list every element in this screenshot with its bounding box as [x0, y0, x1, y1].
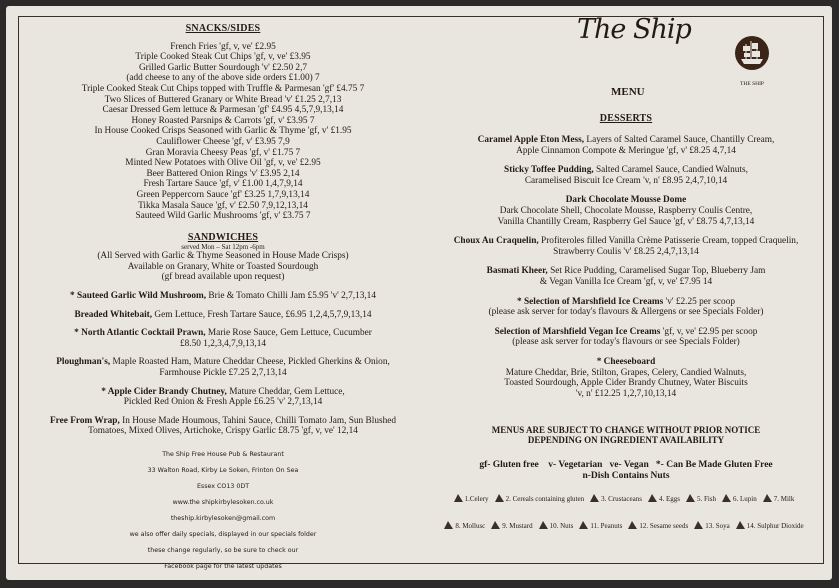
dietary-legend [429, 460, 823, 481]
restaurant-address: 33 Walton Road, Kirby Le Soken, Frinton On Sea [147, 467, 299, 474]
sandwich-description-cont: Farmhouse Pickle £7.25 2,7,13,14 [159, 368, 287, 379]
allergen-label: 11. Peanuts [590, 522, 623, 531]
snack-item: Two Slices of Buttered Granary or White Bread 'v' £1.25 2,7,13 [104, 94, 342, 105]
allergen-item [762, 495, 795, 503]
dessert-item [429, 135, 823, 156]
allergen-label: 12. Sesame seeds [639, 522, 689, 531]
dessert-item-line [429, 327, 823, 338]
change-notice [429, 425, 823, 445]
allergen-item [685, 495, 716, 503]
dessert-description-cont: Strawberry Coulis 'v' £8.25 2,4,7,13,14 [553, 246, 699, 257]
sandwich-description: Mature Cheddar, Gem Lettuce, [226, 386, 345, 397]
snack-item: Sauteed Wild Garlic Mushrooms 'gf, v' £3.75 7 [135, 211, 311, 222]
right-column [429, 14, 823, 563]
sandwich-item-line [19, 291, 427, 302]
sandwich-item-line [19, 357, 427, 368]
snack-item: Minted New Potatoes with Olive Oil 'gf, v, ve' £2.95 [125, 158, 321, 169]
allergen-item [693, 522, 730, 530]
wheat-icon [494, 493, 505, 507]
dessert-item-line [429, 195, 823, 206]
snack-item: Triple Cooked Steak Cut Chips 'gf, v, ve' £3.95 [135, 52, 311, 63]
allergen-row-1 [429, 493, 823, 507]
snack-item: Tikka Masala Sauce 'gf, v' £2.50 7,9,12,13,14 [138, 200, 308, 211]
dessert-description-cont: Toasted Sourdough, Apple Cider Brandy Chutney, Water Biscuits [504, 378, 748, 389]
snack-item: Gran Moravia Cheesy Peas 'gf, v' £1.75 7 [145, 147, 301, 158]
left-column [19, 17, 427, 570]
sandwich-item-line [19, 387, 427, 398]
dessert-item [429, 236, 823, 257]
allergen-label: 14. Sulphur Dioxide [746, 522, 804, 531]
dessert-description-cont: (please ask server for today's flavours & Allergens or see Specials Folder) [488, 307, 764, 318]
dessert-name: Dark Chocolate Mousse Dome [565, 195, 687, 206]
notice-line-1: MENUS ARE SUBJECT TO CHANGE WITHOUT PRIOR NOTICE [491, 425, 761, 435]
sulphur-icon [735, 520, 746, 534]
sandwich-description: Maple Roasted Ham, Mature Cheddar Cheese, Pickled Gherkins & Onion, [110, 357, 390, 368]
dessert-name: * Cheeseboard [596, 356, 656, 367]
snack-item: Cauliflower Cheese 'gf, v' £3.95 7,9 [156, 136, 290, 147]
menu-sheet [6, 6, 832, 580]
sandwich-name: Free From Wrap, [49, 415, 120, 426]
contact-info [19, 451, 427, 571]
cheeseboard-price: 'v, n' £12.25 1,2,7,10,13,14 [575, 388, 677, 399]
dessert-description: Set Rice Pudding, Caramelised Sugar Top, Blueberry Jam [547, 266, 766, 277]
allergen-label: 13. Soya [705, 522, 730, 531]
restaurant-name: The Ship Free House Pub & Restaurant [162, 451, 284, 458]
snack-item: Fresh Tartare Sauce 'gf, v' £1.00 1,4,7,9,14 [143, 179, 303, 190]
sandwich-item-line [19, 328, 427, 339]
allergen-item [721, 495, 757, 503]
allergen-label: 3. Crustaceans [601, 495, 642, 504]
dessert-description-cont: Apple Cinnamon Compote & Meringue 'gf, v' £8.25 4,7,14 [516, 145, 736, 156]
sandwich-name: * North Atlantic Cocktail Prawn, [74, 328, 206, 339]
sandwich-name: Breaded Whitebait, [74, 309, 153, 320]
allergen-item [453, 495, 489, 503]
allergen-label: 8. Mollusc [455, 522, 486, 531]
dessert-description-cont: Vanilla Chantilly Cream, Raspberry Gel Sauce 'gf, v' £8.75 4,7,13,14 [497, 216, 755, 227]
dessert-description: Salted Caramel Sauce, Candied Walnuts, [593, 165, 748, 176]
snack-item: Caesar Dressed Gem lettuce & Parmesan 'gf' £4.95 4,5,7,9,13,14 [102, 105, 344, 116]
dessert-item [429, 195, 823, 227]
sandwich-item [19, 328, 427, 349]
allergen-label: 6. Lupin [733, 495, 757, 504]
dessert-item [429, 165, 823, 186]
sesame-icon [627, 520, 638, 534]
sandwiches-heading: SANDWICHES [187, 231, 259, 243]
ship-emblem [729, 34, 775, 89]
dessert-item-line [429, 357, 823, 368]
sandwiches-served-times: served Mon – Sat 12pm -6pm [181, 243, 265, 252]
allergen-item [578, 522, 622, 530]
fish-icon [685, 493, 696, 507]
sandwich-description: In House Made Houmous, Tahini Sauce, Chilli Tomato Jam, Sun Blushed [119, 415, 397, 426]
dessert-description-cont: Caramelised Biscuit Ice Cream 'v, n' £8.95 2,4,7,10,14 [524, 175, 728, 186]
sandwiches-list [19, 291, 427, 437]
restaurant-email: theship.kirbylesoken@gmail.com [170, 515, 276, 522]
allergen-item [647, 495, 680, 503]
allergen-label: 9. Mustard [502, 522, 533, 531]
sandwich-description: Marie Rose Sauce, Gem Lettuce, Cucumber [205, 328, 372, 339]
allergen-item [490, 522, 532, 530]
allergen-label: 4. Eggs [658, 495, 680, 504]
allergen-item [627, 522, 688, 530]
dessert-description: Profiteroles filled Vanilla Crème Patisserie Cream, topped Craquelin, [538, 236, 799, 247]
dessert-item [429, 266, 823, 287]
sandwich-description: Brie & Tomato Chilli Jam £5.95 'v' 2,7,13,14 [206, 291, 376, 302]
restaurant-website: www.the shipkirbylesoken.co.uk [172, 499, 274, 506]
allergen-item [735, 522, 804, 530]
notice-line-2: DEPENDING ON INGREDIENT AVAILABILITY [527, 435, 725, 445]
dessert-item-line [429, 165, 823, 176]
sandwiches-intro-2: Available on Granary, White or Toasted Sourdough [127, 261, 319, 272]
sandwich-description-cont: £8.50 1,2,3,4,7,9,13,14 [180, 338, 266, 349]
dessert-item-line [429, 266, 823, 277]
dessert-description-cont: & Vegan Vanilla Ice Cream 'gf, v, ve' £7.95 14 [539, 276, 713, 287]
snacks-heading: SNACKS/SIDES [185, 23, 261, 34]
allergen-item [538, 522, 574, 530]
specials-note-2: these change regularly, so be sure to check our [147, 547, 299, 554]
allergen-label: 1.Celery [464, 495, 489, 504]
dessert-name: Sticky Toffee Pudding, [504, 165, 594, 176]
snacks-list [19, 42, 427, 222]
dessert-name: * Selection of Marshfield Ice Creams [516, 296, 664, 307]
emblem-caption: THE SHIP [740, 80, 764, 87]
brand-title: The Ship [577, 14, 691, 45]
nuts-icon [538, 520, 549, 534]
allergen-label: 7. Milk [773, 495, 795, 504]
sandwich-name: * Apple Cider Brandy Chutney, [101, 386, 227, 397]
dessert-name: Choux Au Craquelin, [453, 236, 539, 247]
dessert-description-cont: Dark Chocolate Shell, Chocolate Mousse, Raspberry Coulis Centre, [499, 205, 753, 216]
allergen-row-2 [429, 520, 823, 534]
sandwich-item [19, 291, 427, 302]
celery-icon [453, 493, 464, 507]
milk-icon [762, 493, 773, 507]
lupin-icon [721, 493, 732, 507]
desserts-list [429, 123, 823, 399]
dessert-item-line [429, 297, 823, 308]
sandwich-item [19, 310, 427, 321]
dessert-description: Layers of Salted Caramel Sauce, Chantilly Cream, [584, 135, 775, 145]
allergen-label: 2. Cereals containing gluten [505, 495, 585, 504]
mollusc-icon [443, 520, 454, 534]
menu-label: MENU [611, 86, 645, 98]
sandwich-name: Ploughman's, [56, 357, 111, 368]
dessert-description-cont: (please ask server for today's flavours or see Specials Folder) [512, 337, 740, 348]
dessert-name: Selection of Marshfield Vegan Ice Creams [494, 326, 661, 337]
sandwich-item-line [19, 310, 427, 321]
snack-item: Honey Roasted Parsnips & Carrots 'gf, v' £3.95 7 [131, 115, 315, 126]
peanut-icon [578, 520, 589, 534]
specials-note-3: Facebook page for the latest updates [164, 563, 282, 570]
crab-icon [589, 493, 600, 507]
menu-border [18, 14, 824, 570]
sandwich-description-cont: Tomatoes, Mixed Olives, Artichoke, Crispy Garlic £8.75 'gf, v, ve' 12,14 [88, 426, 358, 437]
specials-note-1: we also offer daily specials, displayed in our specials folder [129, 531, 317, 538]
snack-item: Grilled Garlic Butter Sourdough 'v' £2.50 2,7 [138, 62, 308, 73]
dessert-description: 'v' £2.25 per scoop [663, 296, 735, 307]
mustard-icon [490, 520, 501, 534]
sandwich-item-line [19, 416, 427, 427]
snack-item: Green Peppercorn Sauce 'gf' £3.25 1,7,9,13,14 [136, 189, 310, 200]
sandwich-description: Gem Lettuce, Fresh Tartare Sauce, £6.95 1,2,4,5,7,9,13,14 [152, 309, 372, 320]
allergen-label: 10. Nuts [549, 522, 574, 531]
dessert-description-cont: Mature Cheddar, Brie, Stilton, Grapes, Celery, Candied Walnuts, [505, 367, 747, 378]
snack-item: In House Cooked Crisps Seasoned with Garlic & Thyme 'gf, v' £1.95 [94, 126, 352, 137]
sandwich-name: * Sauteed Garlic Wild Mushroom, [70, 291, 207, 302]
snack-item: Beer Battered Onion Rings 'v' £3.95 2,14 [146, 168, 300, 179]
dessert-item [429, 357, 823, 399]
restaurant-postcode: Essex CO13 0DT [196, 483, 250, 490]
allergen-label: 5. Fish [696, 495, 716, 504]
sandwich-item [19, 416, 427, 437]
sandwiches-intro-3: (gf bread available upon request) [161, 272, 285, 283]
dessert-description: 'gf, v, ve' £2.95 per scoop [660, 326, 758, 337]
allergen-item [494, 495, 585, 503]
allergen-item [443, 522, 485, 530]
sandwich-item [19, 357, 427, 378]
snack-item: Triple Cooked Steak Cut Chips topped with Truffle & Parmesan 'gf' £4.75 7 [81, 83, 365, 94]
snack-item: French Fries 'gf, v, ve' £2.95 [170, 41, 276, 52]
snack-item: (add cheese to any of the above side orders £1.00) 7 [126, 73, 320, 84]
legend-line-1: gf- Gluten free v- Vegetarian ve- Vegan *- Can Be Made Gluten Free [479, 460, 773, 470]
dessert-item [429, 327, 823, 348]
sandwiches-intro-1: (All Served with Garlic & Thyme Seasoned in House Made Crisps) [97, 251, 349, 262]
allergen-item [589, 495, 642, 503]
eggs-icon [647, 493, 658, 507]
dessert-item-line [429, 236, 823, 247]
dessert-name: Caramel Apple Eton Mess, [477, 135, 585, 145]
legend-line-2: n-Dish Contains Nuts [582, 470, 670, 481]
dessert-name: Basmati Kheer, [486, 266, 548, 277]
sandwich-description-cont: Pickled Red Onion & Fresh Apple £6.25 'v' 2,7,13,14 [123, 397, 323, 408]
dessert-item-line [429, 135, 823, 146]
sandwich-item [19, 387, 427, 408]
ship-logo-icon [729, 34, 775, 84]
dessert-item [429, 297, 823, 318]
soya-icon [693, 520, 704, 534]
desserts-heading: DESSERTS [599, 113, 653, 124]
